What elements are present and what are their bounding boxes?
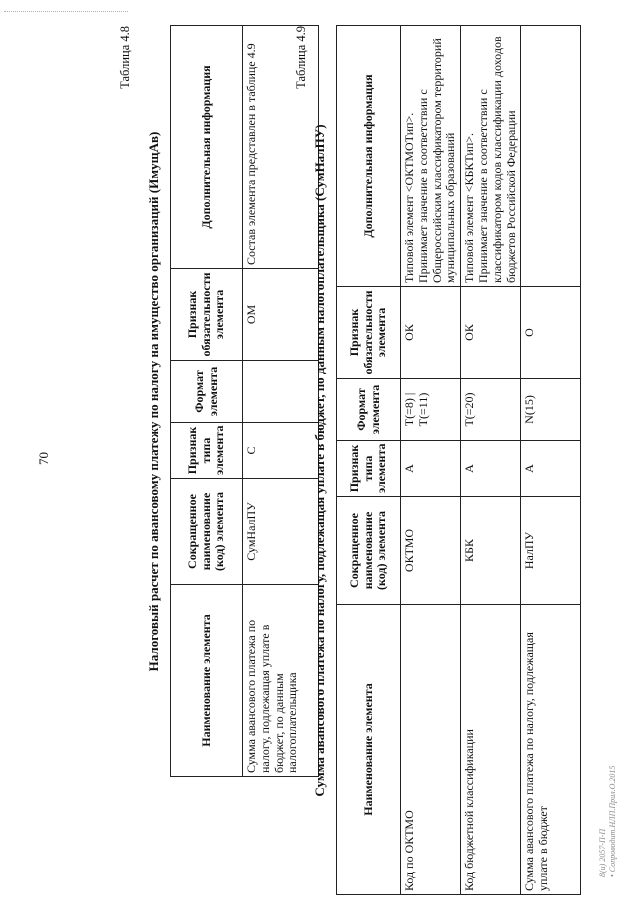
element-required-cell: О: [521, 287, 581, 379]
info-line: Принимает значение в соответствии с классификатором кодов классификации доходов бюджетов Российской Федерации: [475, 36, 518, 283]
element-required-cell: ОК: [461, 287, 521, 379]
info-line: Принимает значение в соответствии с Общероссийским классификатором территорий муниципальных образований: [415, 38, 458, 283]
format-line: T(=11): [415, 392, 430, 427]
element-info-cell: [521, 26, 581, 287]
column-header: Признак типа элемента: [337, 441, 401, 497]
page-number: 70: [36, 452, 51, 465]
info-line: Типовой элемент <КБКТип>.: [462, 132, 477, 283]
element-info-cell: [461, 26, 521, 287]
element-format-cell: [461, 379, 521, 441]
element-code-cell: НалПУ: [521, 497, 581, 605]
element-name-cell: Код по ОКТМО: [401, 605, 461, 895]
element-name-cell: Код бюджетной классификации: [461, 605, 521, 895]
column-header: Признак типа элемента: [171, 423, 243, 479]
table-row: [401, 26, 461, 895]
info-line: Типовой элемент <ОКТМОТип>.: [402, 112, 416, 283]
column-header: Дополнительная информация: [337, 26, 401, 287]
element-type-cell: А: [521, 441, 581, 497]
column-header: Наименование элемента: [337, 605, 401, 895]
element-required-cell: ОМ: [243, 269, 319, 361]
imprint-line: • Сопроводит.НЛП.Прил.О.2015: [608, 765, 617, 877]
column-header: Сокращенное наименование (код) элемента: [171, 479, 243, 585]
element-required-cell: ОК: [401, 287, 461, 379]
table-row: [521, 26, 581, 895]
column-header: Наименование элемента: [171, 585, 243, 777]
element-type-cell: С: [243, 423, 319, 479]
element-code-cell: СумНалПУ: [243, 479, 319, 585]
imprint-line: 8(и) 2057-П-П: [598, 828, 607, 877]
element-format-cell: [521, 379, 581, 441]
column-header: Признак обязательности элемента: [337, 287, 401, 379]
element-info-cell: Состав элемента представлен в таблице 4.9: [243, 26, 319, 269]
column-header: Признак обязательности элемента: [171, 269, 243, 361]
element-type-cell: А: [461, 441, 521, 497]
column-header: Дополнительная информация: [171, 26, 243, 269]
element-code-cell: ОКТМО: [401, 497, 461, 605]
element-name-cell: Сумма авансового платежа по налогу, подлежащая уплате в бюджет: [521, 605, 581, 895]
element-type-cell: А: [401, 441, 461, 497]
format-line: T(=8) |: [402, 392, 416, 427]
element-name-cell: Сумма авансового платежа по налогу, подлежащая уплате в бюджет, по данным налогоплательщика: [243, 585, 319, 777]
element-info-cell: [401, 26, 461, 287]
element-code-cell: КБК: [461, 497, 521, 605]
document-imprint: [598, 766, 618, 877]
table-4-8-label: Таблица 4.8: [118, 26, 132, 89]
table-4-9: [336, 25, 581, 895]
column-header: Сокращенное наименование (код) элемента: [337, 497, 401, 605]
table-row: [461, 26, 521, 895]
table-4-8-title: Налоговый расчет по авансовому платежу по налогу на имущество организаций (ИмущАв): [146, 131, 161, 672]
format-line: N(15): [522, 395, 537, 424]
format-line: T(=20): [462, 392, 477, 427]
table-4-9-label: Таблица 4.9: [294, 26, 308, 89]
column-header: Формат элемента: [171, 361, 243, 423]
column-header: Формат элемента: [337, 379, 401, 441]
element-format-cell: [243, 361, 319, 423]
element-format-cell: [401, 379, 461, 441]
table-4-9-title: Сумма авансового платежа по налогу, подлежащая уплате в бюджет, по данным налогоплательщика (СумНалПУ): [312, 124, 327, 797]
scan-edge-mark: [4, 0, 128, 12]
